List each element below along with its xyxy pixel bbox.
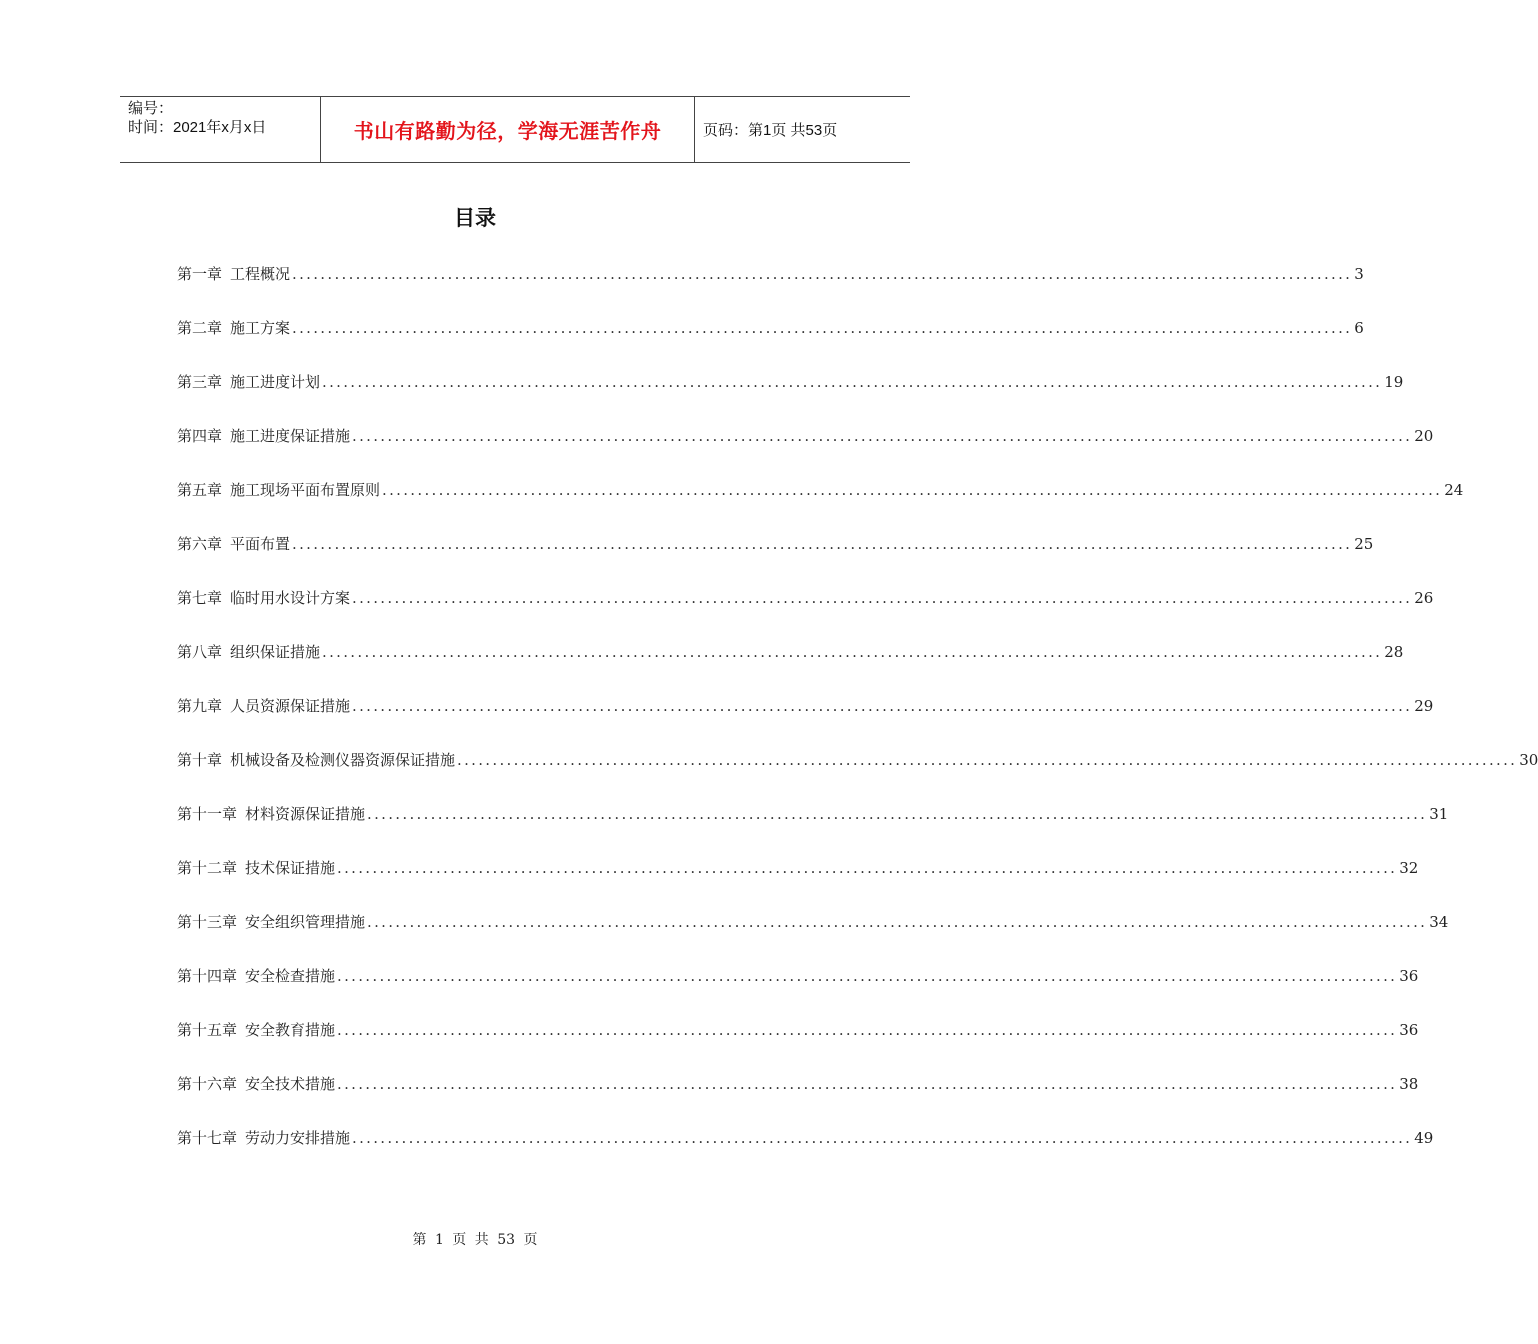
toc-entry[interactable] [177,317,1364,371]
toc-chapter-number: 第五章 [177,481,223,499]
toc-dot-leader: ...................................................................................................................................................... [367,913,1428,931]
toc-chapter-title: 安全技术措施 [245,1075,336,1093]
toc-page-number: 49 [1414,1129,1434,1147]
toc-page-number: 31 [1429,805,1449,823]
toc-chapter-number: 第六章 [177,535,223,553]
toc-page-number: 25 [1354,535,1374,553]
toc-chapter-title: 人员资源保证措施 [230,697,351,715]
toc-entry[interactable] [177,641,1404,695]
toc-chapter-title: 施工方案 [230,319,291,337]
toc-dot-leader: ...................................................................................................................................................... [292,265,1353,283]
toc-entry[interactable] [177,965,1419,1019]
toc-dot-leader: ...................................................................................................................................................... [337,967,1398,985]
toc-chapter-number: 第十二章 [177,859,238,877]
time-label: 时间：2021年x月x日 [128,119,267,136]
toc-chapter-number: 第三章 [177,373,223,391]
toc-chapter-number: 第九章 [177,697,223,715]
header-meta-cell [120,97,321,162]
toc-dot-leader: ...................................................................................................................................................... [352,697,1413,715]
toc-dot-leader: ...................................................................................................................................................... [352,427,1413,445]
toc-chapter-number: 第十四章 [177,967,238,985]
toc-page-number: 36 [1399,967,1419,985]
toc-entry[interactable] [177,425,1434,479]
page-footer: 第 1 页 共 53 页 [412,1232,538,1248]
toc-chapter-title: 技术保证措施 [245,859,336,877]
toc-entry[interactable] [177,587,1434,641]
toc-chapter-number: 第十六章 [177,1075,238,1093]
toc-page-number: 6 [1354,319,1364,337]
toc-chapter-title: 组织保证措施 [230,643,321,661]
toc-dot-leader: ...................................................................................................................................................... [292,319,1353,337]
toc-entry[interactable] [177,1073,1419,1127]
toc-chapter-title: 施工进度保证措施 [230,427,351,445]
toc-chapter-number: 第一章 [177,265,223,283]
toc-entry[interactable] [177,911,1449,965]
toc-chapter-number: 第四章 [177,427,223,445]
toc-page-number: 24 [1444,481,1464,499]
toc-dot-leader: ...................................................................................................................................................... [322,643,1383,661]
toc-page-number: 38 [1399,1075,1419,1093]
toc-page-number: 20 [1414,427,1434,445]
toc-dot-leader: ...................................................................................................................................................... [337,859,1398,877]
toc-entry[interactable] [177,857,1419,911]
toc-dot-leader: ...................................................................................................................................................... [352,589,1413,607]
toc-page-number: 32 [1399,859,1419,877]
toc-page-number: 34 [1429,913,1449,931]
toc-chapter-title: 材料资源保证措施 [245,805,366,823]
toc-entry[interactable] [177,803,1449,857]
number-label: 编号： [128,100,174,117]
toc-page-number: 28 [1384,643,1404,661]
header-page-info: 页码：第1页 共53页 [703,122,838,139]
toc-chapter-title: 机械设备及检测仪器资源保证措施 [230,751,456,769]
toc-entry[interactable] [177,1019,1419,1073]
toc-page-number: 29 [1414,697,1434,715]
toc-entry[interactable] [177,533,1374,587]
toc-chapter-title: 临时用水设计方案 [230,589,351,607]
toc-chapter-number: 第二章 [177,319,223,337]
toc-dot-leader: ...................................................................................................................................................... [457,751,1518,769]
toc-chapter-title: 安全教育措施 [245,1021,336,1039]
toc-chapter-number: 第十五章 [177,1021,238,1039]
toc-chapter-number: 第十章 [177,751,223,769]
toc-entry[interactable] [177,371,1404,425]
toc-page-number: 3 [1354,265,1364,283]
toc-chapter-number: 第七章 [177,589,223,607]
toc-chapter-title: 平面布置 [230,535,291,553]
toc-entry[interactable] [177,263,1364,317]
toc-chapter-title: 劳动力安排措施 [245,1129,351,1147]
toc-dot-leader: ...................................................................................................................................................... [292,535,1353,553]
toc-title: 目录 [454,206,496,230]
toc-dot-leader: ...................................................................................................................................................... [367,805,1428,823]
toc-chapter-title: 工程概况 [230,265,291,283]
toc-dot-leader: ...................................................................................................................................................... [352,1129,1413,1147]
document-header [120,96,910,163]
toc-dot-leader: ...................................................................................................................................................... [337,1075,1398,1093]
toc-page-number: 26 [1414,589,1434,607]
toc-chapter-number: 第十七章 [177,1129,238,1147]
toc-entry[interactable] [177,1127,1434,1181]
toc-page-number: 19 [1384,373,1404,391]
toc-chapter-title: 安全检查措施 [245,967,336,985]
toc-page-number: 36 [1399,1021,1419,1039]
toc-entry[interactable] [177,749,1538,803]
toc-chapter-title: 施工现场平面布置原则 [230,481,381,499]
header-motto: 书山有路勤为径，学海无涯苦作舟 [321,97,695,162]
toc-chapter-number: 第十一章 [177,805,238,823]
toc-entry[interactable] [177,479,1464,533]
toc-chapter-number: 第十三章 [177,913,238,931]
table-of-contents [177,263,1538,1181]
toc-chapter-title: 施工进度计划 [230,373,321,391]
toc-page-number: 30 [1519,751,1538,769]
toc-chapter-number: 第八章 [177,643,223,661]
toc-chapter-title: 安全组织管理措施 [245,913,366,931]
toc-dot-leader: ...................................................................................................................................................... [337,1021,1398,1039]
toc-dot-leader: ...................................................................................................................................................... [322,373,1383,391]
toc-dot-leader: ...................................................................................................................................................... [382,481,1443,499]
toc-entry[interactable] [177,695,1434,749]
